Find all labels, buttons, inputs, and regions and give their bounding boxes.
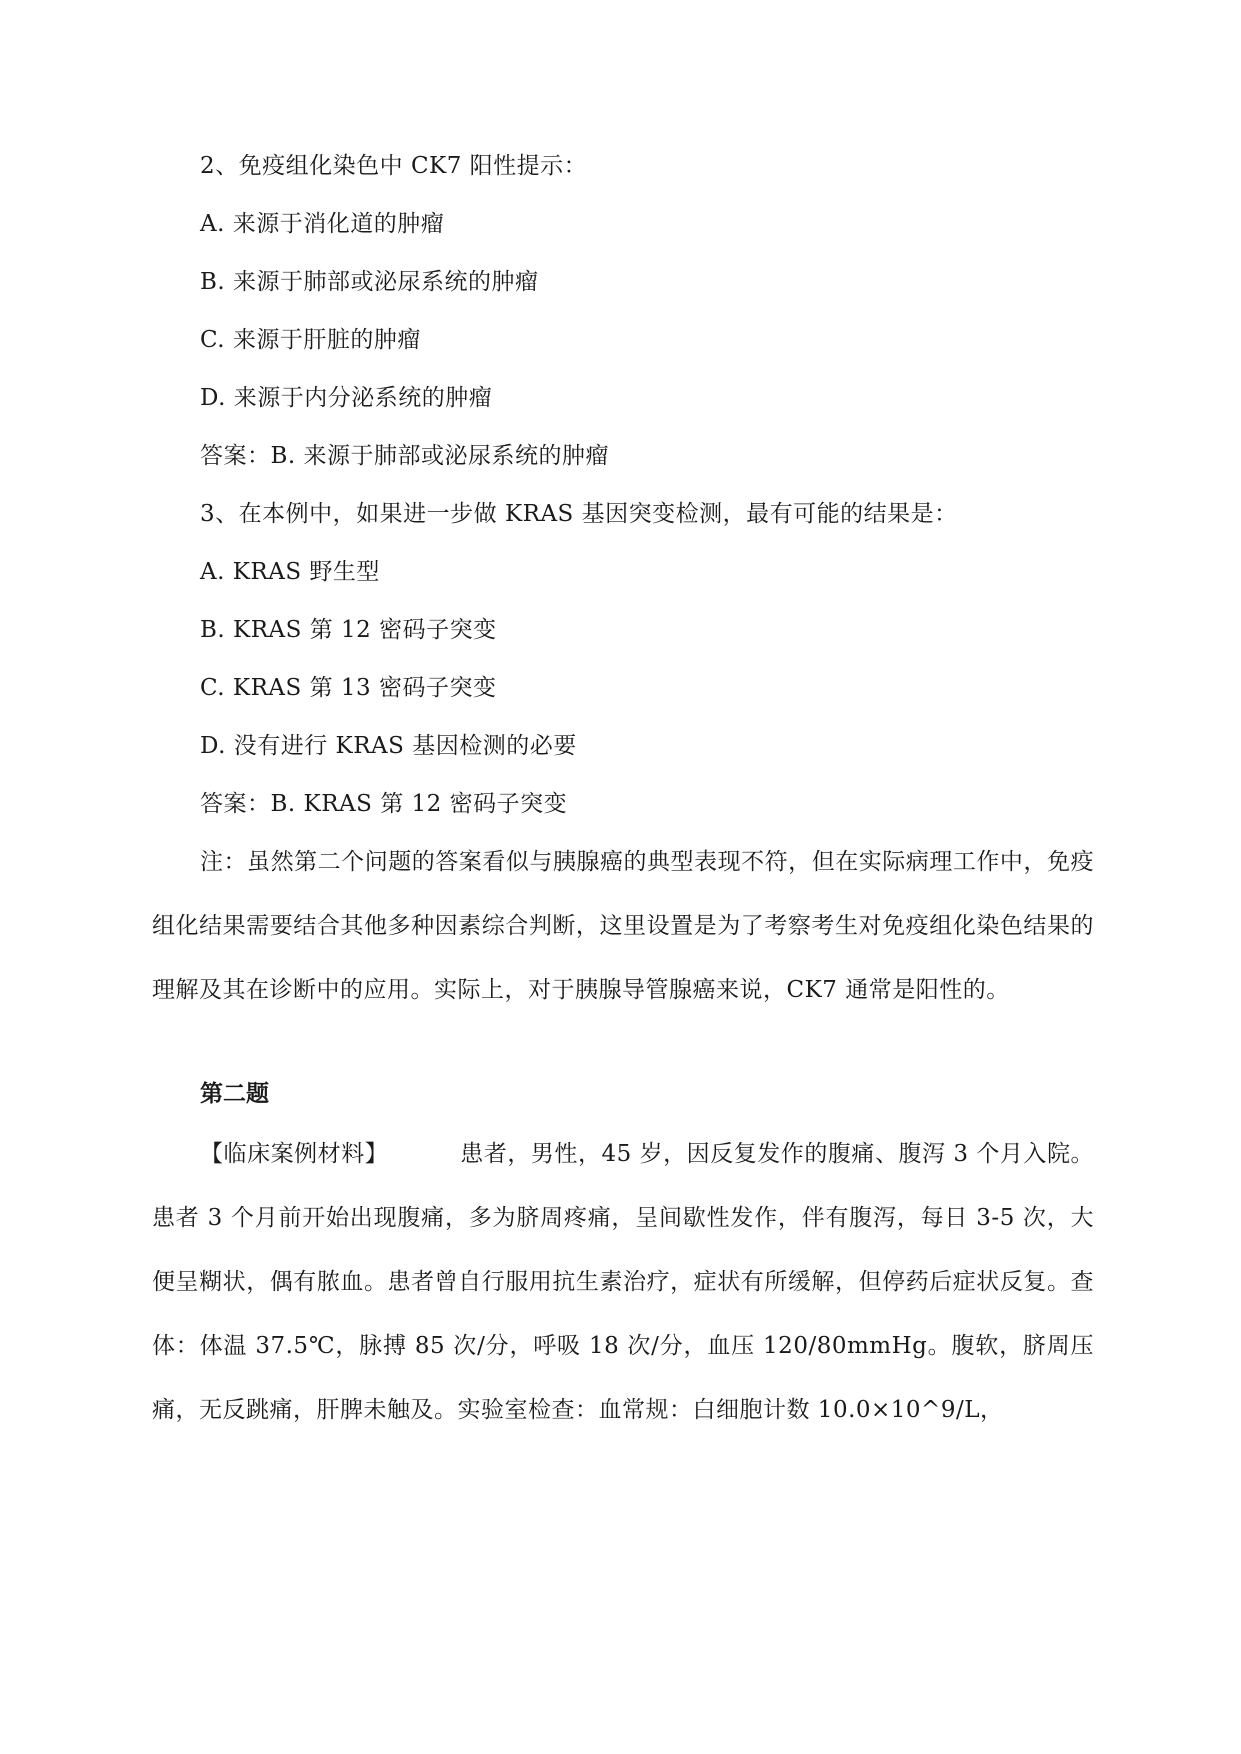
case-label: 【临床案例材料】 bbox=[200, 1141, 389, 1167]
q3-option-a: A. KRAS 野生型 bbox=[200, 559, 380, 585]
case-text: 患者，男性，45 岁，因反复发作的腹痛、腹泻 3 个月入院。患者 3 个月前开始出现腹痛，多为脐周疼痛，呈间歇性发作，伴有腹泻，每日 3-5 次，大便呈糊状，偶有脓血。患者曾自行服用抗生素治疗，症状有所缓解，但停药后症状反复。查体：体温 37.5℃，脉搏 85 次/分，呼吸 18 次/分，血压 120/80mmHg。腹软，脐周压痛，无反跳痛，肝脾未触及。实验室检查：血常规：白细胞计数 10.0×10^9/L， bbox=[152, 1141, 1094, 1423]
section-title: 第二题 bbox=[200, 1080, 269, 1107]
q2-option-d: D. 来源于内分泌系统的肿瘤 bbox=[200, 385, 493, 411]
q3-option-d: D. 没有进行 KRAS 基因检测的必要 bbox=[200, 733, 577, 759]
q3-answer: 答案：B. KRAS 第 12 密码子突变 bbox=[200, 791, 568, 817]
q2-stem: 2、免疫组化染色中 CK7 阳性提示： bbox=[200, 153, 588, 179]
q2-option-c: C. 来源于肝脏的肿瘤 bbox=[200, 327, 421, 353]
q3-stem: 3、在本例中，如果进一步做 KRAS 基因突变检测，最有可能的结果是： bbox=[200, 501, 958, 527]
q2-option-a: A. 来源于消化道的肿瘤 bbox=[200, 211, 445, 237]
case-paragraph bbox=[152, 1122, 1094, 1442]
q3-option-b: B. KRAS 第 12 密码子突变 bbox=[200, 617, 497, 643]
note-paragraph: 注：虽然第二个问题的答案看似与胰腺癌的典型表现不符，但在实际病理工作中，免疫组化结果需要结合其他多种因素综合判断，这里设置是为了考察考生对免疫组化染色结果的理解及其在诊断中的应用。实际上，对于胰腺导管腺癌来说，CK7 通常是阳性的。 bbox=[152, 849, 1094, 1003]
q2-answer: 答案：B. 来源于肺部或泌尿系统的肿瘤 bbox=[200, 443, 610, 469]
q3-option-c: C. KRAS 第 13 密码子突变 bbox=[200, 675, 497, 701]
q2-option-b: B. 来源于肺部或泌尿系统的肿瘤 bbox=[200, 269, 539, 295]
